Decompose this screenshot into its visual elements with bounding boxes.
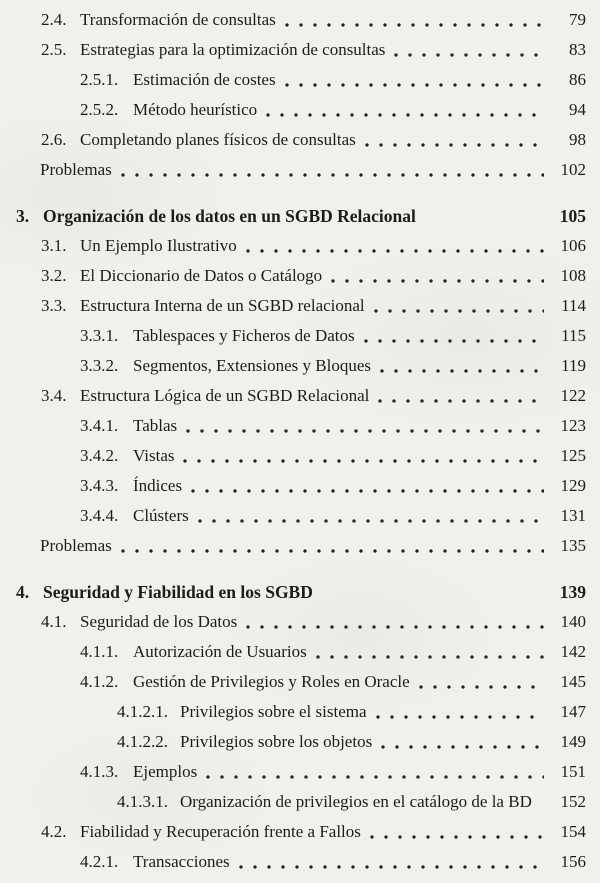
entry-number: 4.1.3. [80, 762, 119, 781]
dot-leader [390, 35, 544, 65]
entry-title: Ejemplos [133, 762, 198, 781]
toc-entry [0, 531, 586, 561]
entry-page: 108 [560, 266, 586, 285]
dot-leader [376, 351, 544, 381]
dot-leader [366, 817, 544, 847]
dot-leader [242, 607, 544, 637]
dot-leader [262, 95, 544, 125]
entry-number: 4. [16, 582, 30, 602]
entry-page: 106 [560, 236, 586, 255]
dot-leader [374, 381, 544, 411]
entry-number: 2.5. [41, 40, 67, 59]
entry-title: El Diccionario de Datos o Catálogo [80, 266, 323, 285]
entry-title: Gestión de Privilegios y Roles en Oracle [133, 672, 410, 691]
entry-page: 142 [560, 642, 586, 661]
entry-number: 4.1.1. [80, 642, 119, 661]
entry-number: 3.3.2. [80, 356, 119, 375]
entry-page: 105 [559, 206, 586, 226]
dot-leader [242, 231, 544, 261]
entry-page: 86 [569, 70, 586, 89]
entry-number: 4.1.2.1. [117, 702, 168, 721]
toc-entry [0, 471, 586, 501]
entry-title: Método heurístico [133, 100, 258, 119]
toc-entry [0, 697, 586, 727]
entry-page: 123 [560, 416, 586, 435]
toc-entry [0, 667, 586, 697]
entry-number: 3.4. [41, 386, 67, 405]
entry-title: Seguridad y Fiabilidad en los SGBD [43, 582, 313, 602]
entry-title: Autorización de Usuarios [133, 642, 307, 661]
entry-page: 151 [560, 762, 586, 781]
entry-title: Organización de los datos en un SGBD Relacional [43, 206, 416, 226]
entry-title: Transformación de consultas [80, 10, 276, 29]
entry-page: 114 [561, 296, 586, 315]
entry-title: Privilegios sobre los objetos [180, 732, 373, 751]
dot-leader [179, 441, 544, 471]
entry-page: 83 [569, 40, 586, 59]
entry-page: 115 [561, 326, 586, 345]
entry-number: 4.2.1. [80, 852, 119, 871]
toc-entry [0, 501, 586, 531]
entry-title: Estrategias para la optimización de consultas [80, 40, 386, 59]
entry-number: 3.3.1. [80, 326, 119, 345]
entry-title: Tablas [133, 416, 178, 435]
entry-title: Transacciones [133, 852, 230, 871]
dot-leader [281, 5, 544, 35]
toc-entry [0, 757, 586, 787]
toc-entry [0, 5, 586, 35]
dot-leader [361, 125, 544, 155]
dot-leader [327, 261, 544, 291]
entry-number: 3. [16, 206, 30, 226]
dot-leader [318, 577, 544, 607]
entry-page: 98 [569, 130, 586, 149]
toc-entry [0, 65, 586, 95]
toc-entry [0, 727, 586, 757]
entry-title: Organización de privilegios en el catálogo de la BD [180, 792, 532, 811]
entry-page: 147 [560, 702, 586, 721]
entry-number: 3.4.1. [80, 416, 119, 435]
entry-page: 154 [560, 822, 586, 841]
toc-entry [0, 847, 586, 877]
entry-title: Estimación de costes [133, 70, 276, 89]
entry-page: 152 [560, 792, 586, 811]
toc-entry [0, 577, 586, 607]
dot-leader [202, 757, 544, 787]
entry-title: Fiabilidad y Recuperación frente a Fallos [80, 822, 361, 841]
toc-entry [0, 155, 586, 185]
toc-entry [0, 607, 586, 637]
entry-page: 131 [560, 506, 586, 525]
entry-number: 4.2. [41, 822, 67, 841]
entry-title: Segmentos, Extensiones y Bloques [133, 356, 371, 375]
entry-page: 135 [560, 536, 586, 555]
entry-title: Privilegios sobre el sistema [180, 702, 367, 721]
entry-title: Clústers [133, 506, 189, 525]
entry-page: 119 [561, 356, 586, 375]
toc-entry [0, 321, 586, 351]
dot-leader [235, 847, 544, 877]
entry-title: Estructura Lógica de un SGBD Relacional [80, 386, 370, 405]
dot-leader [182, 411, 544, 441]
entry-page: 140 [560, 612, 586, 631]
entry-page: 122 [560, 386, 586, 405]
entry-title: Problemas [40, 536, 112, 555]
toc-entry [0, 35, 586, 65]
entry-page: 139 [559, 582, 586, 602]
toc-entry [0, 261, 586, 291]
entry-page: 102 [560, 160, 586, 179]
toc-entry [0, 351, 586, 381]
entry-number: 2.4. [41, 10, 67, 29]
entry-number: 4.1. [41, 612, 67, 631]
entry-page: 149 [560, 732, 586, 751]
entry-title: Problemas [40, 160, 112, 179]
entry-number: 4.1.2.2. [117, 732, 168, 751]
dot-leader [372, 697, 544, 727]
toc-entry [0, 381, 586, 411]
entry-number: 3.1. [41, 236, 67, 255]
entry-page: 125 [560, 446, 586, 465]
dot-leader [117, 531, 544, 561]
entry-title: Tablespaces y Ficheros de Datos [133, 326, 355, 345]
dot-leader [312, 637, 544, 667]
entry-title: Estructura Interna de un SGBD relacional [80, 296, 365, 315]
entry-title: Índices [133, 476, 183, 495]
toc-entry [0, 291, 586, 321]
toc-entry [0, 441, 586, 471]
dot-leader [537, 787, 544, 817]
toc-entry [0, 125, 586, 155]
toc-entry [0, 411, 586, 441]
entry-page: 94 [569, 100, 586, 119]
dot-leader [370, 291, 544, 321]
entry-title: Seguridad de los Datos [80, 612, 238, 631]
toc-entry [0, 817, 586, 847]
entry-number: 2.6. [41, 130, 67, 149]
dot-leader [117, 155, 544, 185]
toc-entry [0, 95, 586, 125]
toc-entry [0, 201, 586, 231]
entry-page: 129 [560, 476, 586, 495]
entry-title: Un Ejemplo Ilustrativo [80, 236, 237, 255]
toc-entry [0, 637, 586, 667]
dot-leader [187, 471, 544, 501]
dot-leader [415, 667, 544, 697]
entry-page: 79 [569, 10, 586, 29]
entry-number: 3.3. [41, 296, 67, 315]
entry-page: 145 [560, 672, 586, 691]
dot-leader [281, 65, 544, 95]
entry-title: Completando planes físicos de consultas [80, 130, 356, 149]
entry-number: 4.1.2. [80, 672, 119, 691]
entry-number: 3.4.4. [80, 506, 119, 525]
entry-number: 4.1.3.1. [117, 792, 168, 811]
dot-leader [421, 201, 544, 231]
entry-number: 3.4.3. [80, 476, 119, 495]
dot-leader [194, 501, 544, 531]
dot-leader [377, 727, 544, 757]
entry-number: 2.5.1. [80, 70, 119, 89]
toc-entry [0, 787, 586, 817]
dot-leader [360, 321, 544, 351]
entry-number: 2.5.2. [80, 100, 119, 119]
entry-page: 156 [560, 852, 586, 871]
entry-title: Vistas [133, 446, 175, 465]
entry-number: 3.2. [41, 266, 67, 285]
toc-entry [0, 231, 586, 261]
entry-number: 3.4.2. [80, 446, 119, 465]
